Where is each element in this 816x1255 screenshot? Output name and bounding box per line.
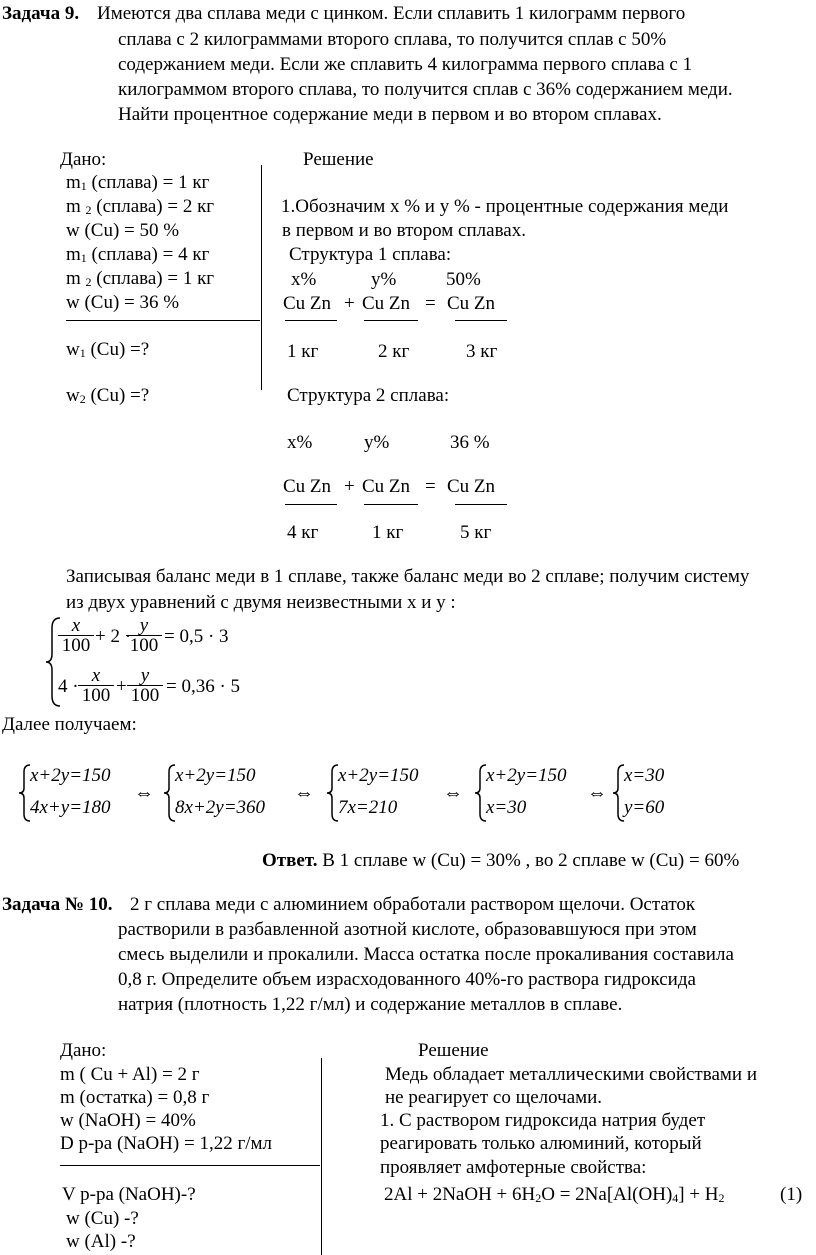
equivalence-icon: ⇔ [294,782,314,804]
mass1-c: 3 кг [466,341,498,362]
pct1-y: y% [371,269,397,290]
fraction-bar [364,504,418,505]
chain-5-eq-2: y=60 [624,797,665,818]
task9-given-4: m1 (сплава) = 4 кг [66,244,210,265]
mass2-c: 5 кг [460,522,492,543]
fraction-bar [455,504,507,505]
eq2-rhs: = 0,36 · 5 [166,676,241,697]
eq2-mid: + [116,676,127,697]
task10-solution-4: реагировать только алюминий, который [380,1133,702,1154]
equivalence-icon: ⇔ [587,782,607,804]
chain-1-eq-1: x+2y=150 [30,765,111,786]
alloy-eq-2-eq: = [425,476,436,497]
chain-4-eq-2: x=30 [486,797,527,818]
task10-given-3: w (NaOH) = 40% [60,1110,196,1131]
eq2-frac-x: $\frac{x}{100}$ [78,666,114,705]
alloy-eq-1-c: Cu Zn [447,293,496,314]
task9-given-1: m1 (сплава) = 1 кг [66,172,210,193]
task10-line-3: смесь выделили и прокалили. Масса остатка после прокаливания составила [118,944,734,965]
pct2-x: x% [287,432,313,453]
task9-find-1: w1 (Cu) =? [66,339,150,360]
pct2-total: 36 % [450,432,490,453]
chain-2-eq-1: x+2y=150 [175,765,256,786]
chain-3-eq-2: 7x=210 [338,797,398,818]
task9-line-3: содержанием меди. Если же сплавить 4 килограмма первого сплава с 1 [118,54,693,75]
alloy-eq-1-a: Cu Zn [283,293,332,314]
eq1-rhs: = 0,5 · 3 [164,626,229,647]
task9-given-6: w (Cu) = 36 % [66,292,180,313]
task9-given-label: Дано: [60,149,107,170]
task9-line-4: килограммом второго сплава, то получится сплав с 36% содержанием меди. [118,79,733,100]
given-separator [60,1165,320,1166]
task10-given-2: m (остатка) = 0,8 г [60,1087,210,1108]
task9-find-2: w2 (Cu) =? [66,385,150,406]
task10-find-2: w (Cu) -? [66,1208,139,1229]
given-divider [321,1058,322,1255]
eq1-mid: + 2 · [95,626,132,647]
task10-solution-label: Решение [418,1040,489,1061]
task10-line-2: растворили в разбавленной азотной кислоте, образовавшуюся при этом [118,919,697,940]
task10-given-1: m ( Cu + Al) = 2 г [60,1064,200,1085]
task10-solution-2: не реагирует со щелочами. [385,1087,603,1108]
task9-answer: Ответ. В 1 сплаве w (Cu) = 30% , во 2 сплаве w (Cu) = 60% [262,850,740,871]
task10-find-3: w (Al) -? [66,1231,136,1252]
alloy-eq-1-b: Cu Zn [362,293,411,314]
task10-solution-1: Медь обладает металлическими свойствами и [385,1064,758,1085]
task9-line-1: Имеются два сплава меди с цинком. Если сплавить 1 килограмм первого [97,3,686,24]
eq2-frac-y: $\frac{y}{100}$ [127,666,163,705]
equivalence-icon: ⇔ [443,782,463,804]
task9-given-2: m 2 (сплава) = 2 кг [66,196,215,217]
task10-title: Задача № 10. [2,894,113,915]
eq1-frac-x: $\frac{x}{100}$ [58,616,94,655]
alloy-eq-1-eq: = [425,293,436,314]
chain-3-eq-1: x+2y=150 [338,765,419,786]
task10-solution-3: 1. С раствором гидроксида натрия будет [380,1110,706,1131]
task10-line-1: 2 г сплава меди с алюминием обработали раствором щелочи. Остаток [130,894,696,915]
alloy-eq-2-a: Cu Zn [283,476,332,497]
task10-given-4: D р-ра (NaOH) = 1,22 г/мл [60,1133,273,1154]
task10-reaction: 2Al + 2NaOH + 6H2O = 2Na[Al(OH)4] + H2 [384,1184,725,1205]
task9-title: Задача 9. [2,3,80,24]
task10-given-label: Дано: [60,1040,107,1061]
task9-solution-label: Решение [303,149,374,170]
alloy-eq-2-c: Cu Zn [447,476,496,497]
task10-solution-5: проявляет амфотерные свойства: [380,1157,647,1178]
task9-line-5: Найти процентное содержание меди в первом и во втором сплавах. [118,104,662,125]
task10-reaction-number: (1) [780,1184,803,1205]
task10-line-4: 0,8 г. Определите объем израсходованного 40%-го раствора гидроксида [118,969,696,990]
given-separator [66,320,260,321]
task9-structure-2: Структура 2 сплава: [287,385,450,406]
task10-line-5: натрия (плотность 1,22 г/мл) и содержание металлов в сплаве. [118,994,623,1015]
mass2-a: 4 кг [287,522,319,543]
alloy-eq-2-plus: + [344,476,355,497]
fraction-bar [285,320,337,321]
task9-solution-intro-1: 1.Обозначим x % и y % - процентные содержания меди [281,196,729,217]
mass1-a: 1 кг [287,341,319,362]
fraction-bar [455,320,507,321]
task9-solution-intro-2: в первом и во втором сплавах. [282,220,526,241]
fraction-bar [285,504,337,505]
chain-2-eq-2: 8x+2y=360 [175,797,266,818]
fraction-bar [364,320,418,321]
eq1-frac-y: $\frac{y}{100}$ [126,616,162,655]
eq2-head: 4 · [58,676,79,697]
chain-5-eq-1: x=30 [624,765,665,786]
equivalence-icon: ⇔ [134,782,154,804]
balance-line-2: из двух уравнений с двумя неизвестными x и y : [66,592,456,613]
alloy-eq-1-plus: + [344,293,355,314]
given-divider [261,165,262,390]
alloy-eq-2-b: Cu Zn [362,476,411,497]
task9-line-2: сплава с 2 килограммами второго сплава, то получится сплав с 50% [118,29,667,50]
pct1-x: x% [291,269,317,290]
mass1-b: 2 кг [378,341,410,362]
pct2-y: y% [364,432,390,453]
task10-find-1: V р-ра (NaOH)-? [62,1184,196,1205]
next-label: Далее получаем: [2,714,137,735]
task9-given-3: w (Cu) = 50 % [66,220,180,241]
chain-4-eq-1: x+2y=150 [486,765,567,786]
task9-given-5: m 2 (сплава) = 1 кг [66,268,215,289]
chain-1-eq-2: 4x+y=180 [30,797,111,818]
task9-structure-1: Структура 1 сплава: [289,244,452,265]
mass2-b: 1 кг [372,522,404,543]
pct1-total: 50% [446,269,481,290]
balance-line-1: Записывая баланс меди в 1 сплаве, также баланс меди во 2 сплаве; получим систему [66,566,750,587]
